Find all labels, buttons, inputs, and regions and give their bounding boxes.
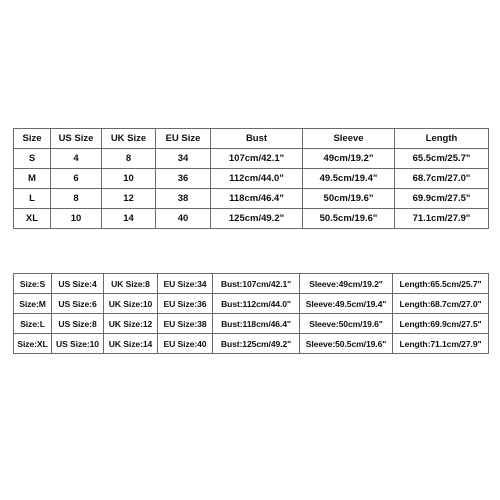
table-cell: 4	[51, 149, 102, 169]
table-cell: XL	[14, 209, 51, 229]
table-cell: 12	[102, 189, 156, 209]
table-cell: Sleeve:50.5cm/19.6"	[300, 334, 393, 354]
table-cell: Size:XL	[14, 334, 52, 354]
table-cell: 49cm/19.2"	[303, 149, 395, 169]
table-row	[14, 209, 489, 229]
table-cell: EU Size:36	[158, 294, 213, 314]
table-cell: UK Size:14	[104, 334, 158, 354]
table-cell: 40	[156, 209, 211, 229]
table-row	[14, 149, 489, 169]
table-cell: Size:L	[14, 314, 52, 334]
table-cell: 107cm/42.1"	[211, 149, 303, 169]
table-cell: 14	[102, 209, 156, 229]
table-cell: Sleeve:49cm/19.2"	[300, 274, 393, 294]
table-cell: 68.7cm/27.0"	[395, 169, 489, 189]
table-cell: Bust:118cm/46.4"	[213, 314, 300, 334]
table-cell: 10	[51, 209, 102, 229]
header-cell-size: Size	[14, 129, 51, 149]
table-cell: Sleeve:49.5cm/19.4"	[300, 294, 393, 314]
table-cell: EU Size:40	[158, 334, 213, 354]
table-cell: 10	[102, 169, 156, 189]
table-cell: US Size:10	[52, 334, 104, 354]
table-cell: EU Size:34	[158, 274, 213, 294]
table-cell: S	[14, 149, 51, 169]
table-cell: 8	[51, 189, 102, 209]
table-cell: 36	[156, 169, 211, 189]
table-cell: 65.5cm/25.7"	[395, 149, 489, 169]
header-cell-length: Length	[395, 129, 489, 149]
table-cell: US Size:4	[52, 274, 104, 294]
size-chart-table	[13, 128, 489, 229]
table-cell: UK Size:10	[104, 294, 158, 314]
table-cell: 50cm/19.6"	[303, 189, 395, 209]
table-cell: UK Size:8	[104, 274, 158, 294]
size-chart-labeled-table	[13, 273, 489, 354]
table-cell: Length:69.9cm/27.5"	[393, 314, 489, 334]
table-cell: 49.5cm/19.4"	[303, 169, 395, 189]
header-cell-bust: Bust	[211, 129, 303, 149]
table-row	[14, 189, 489, 209]
table-cell: UK Size:12	[104, 314, 158, 334]
header-cell-sleeve: Sleeve	[303, 129, 395, 149]
table-header-row	[14, 129, 489, 149]
header-cell-eu-size: EU Size	[156, 129, 211, 149]
table-cell: 125cm/49.2"	[211, 209, 303, 229]
table-cell: Bust:112cm/44.0"	[213, 294, 300, 314]
table-cell: L	[14, 189, 51, 209]
table-cell: Bust:107cm/42.1"	[213, 274, 300, 294]
table-cell: Length:68.7cm/27.0"	[393, 294, 489, 314]
table-cell: 38	[156, 189, 211, 209]
table-cell: 71.1cm/27.9"	[395, 209, 489, 229]
table-cell: 34	[156, 149, 211, 169]
header-cell-uk-size: UK Size	[102, 129, 156, 149]
table-cell: Length:71.1cm/27.9"	[393, 334, 489, 354]
table-cell: Bust:125cm/49.2"	[213, 334, 300, 354]
table-cell: US Size:6	[52, 294, 104, 314]
header-cell-us-size: US Size	[51, 129, 102, 149]
table-cell: Size:M	[14, 294, 52, 314]
table-row	[14, 274, 489, 294]
table-cell: 6	[51, 169, 102, 189]
table-cell: US Size:8	[52, 314, 104, 334]
table-cell: M	[14, 169, 51, 189]
table-cell: EU Size:38	[158, 314, 213, 334]
table-cell: 69.9cm/27.5"	[395, 189, 489, 209]
table-row	[14, 294, 489, 314]
table-cell: 118cm/46.4"	[211, 189, 303, 209]
table-cell: 50.5cm/19.6"	[303, 209, 395, 229]
table-row	[14, 169, 489, 189]
table-row	[14, 334, 489, 354]
table-cell: Size:S	[14, 274, 52, 294]
table-cell: 112cm/44.0"	[211, 169, 303, 189]
table-row	[14, 314, 489, 334]
table-cell: Sleeve:50cm/19.6"	[300, 314, 393, 334]
table-cell: Length:65.5cm/25.7"	[393, 274, 489, 294]
table-cell: 8	[102, 149, 156, 169]
